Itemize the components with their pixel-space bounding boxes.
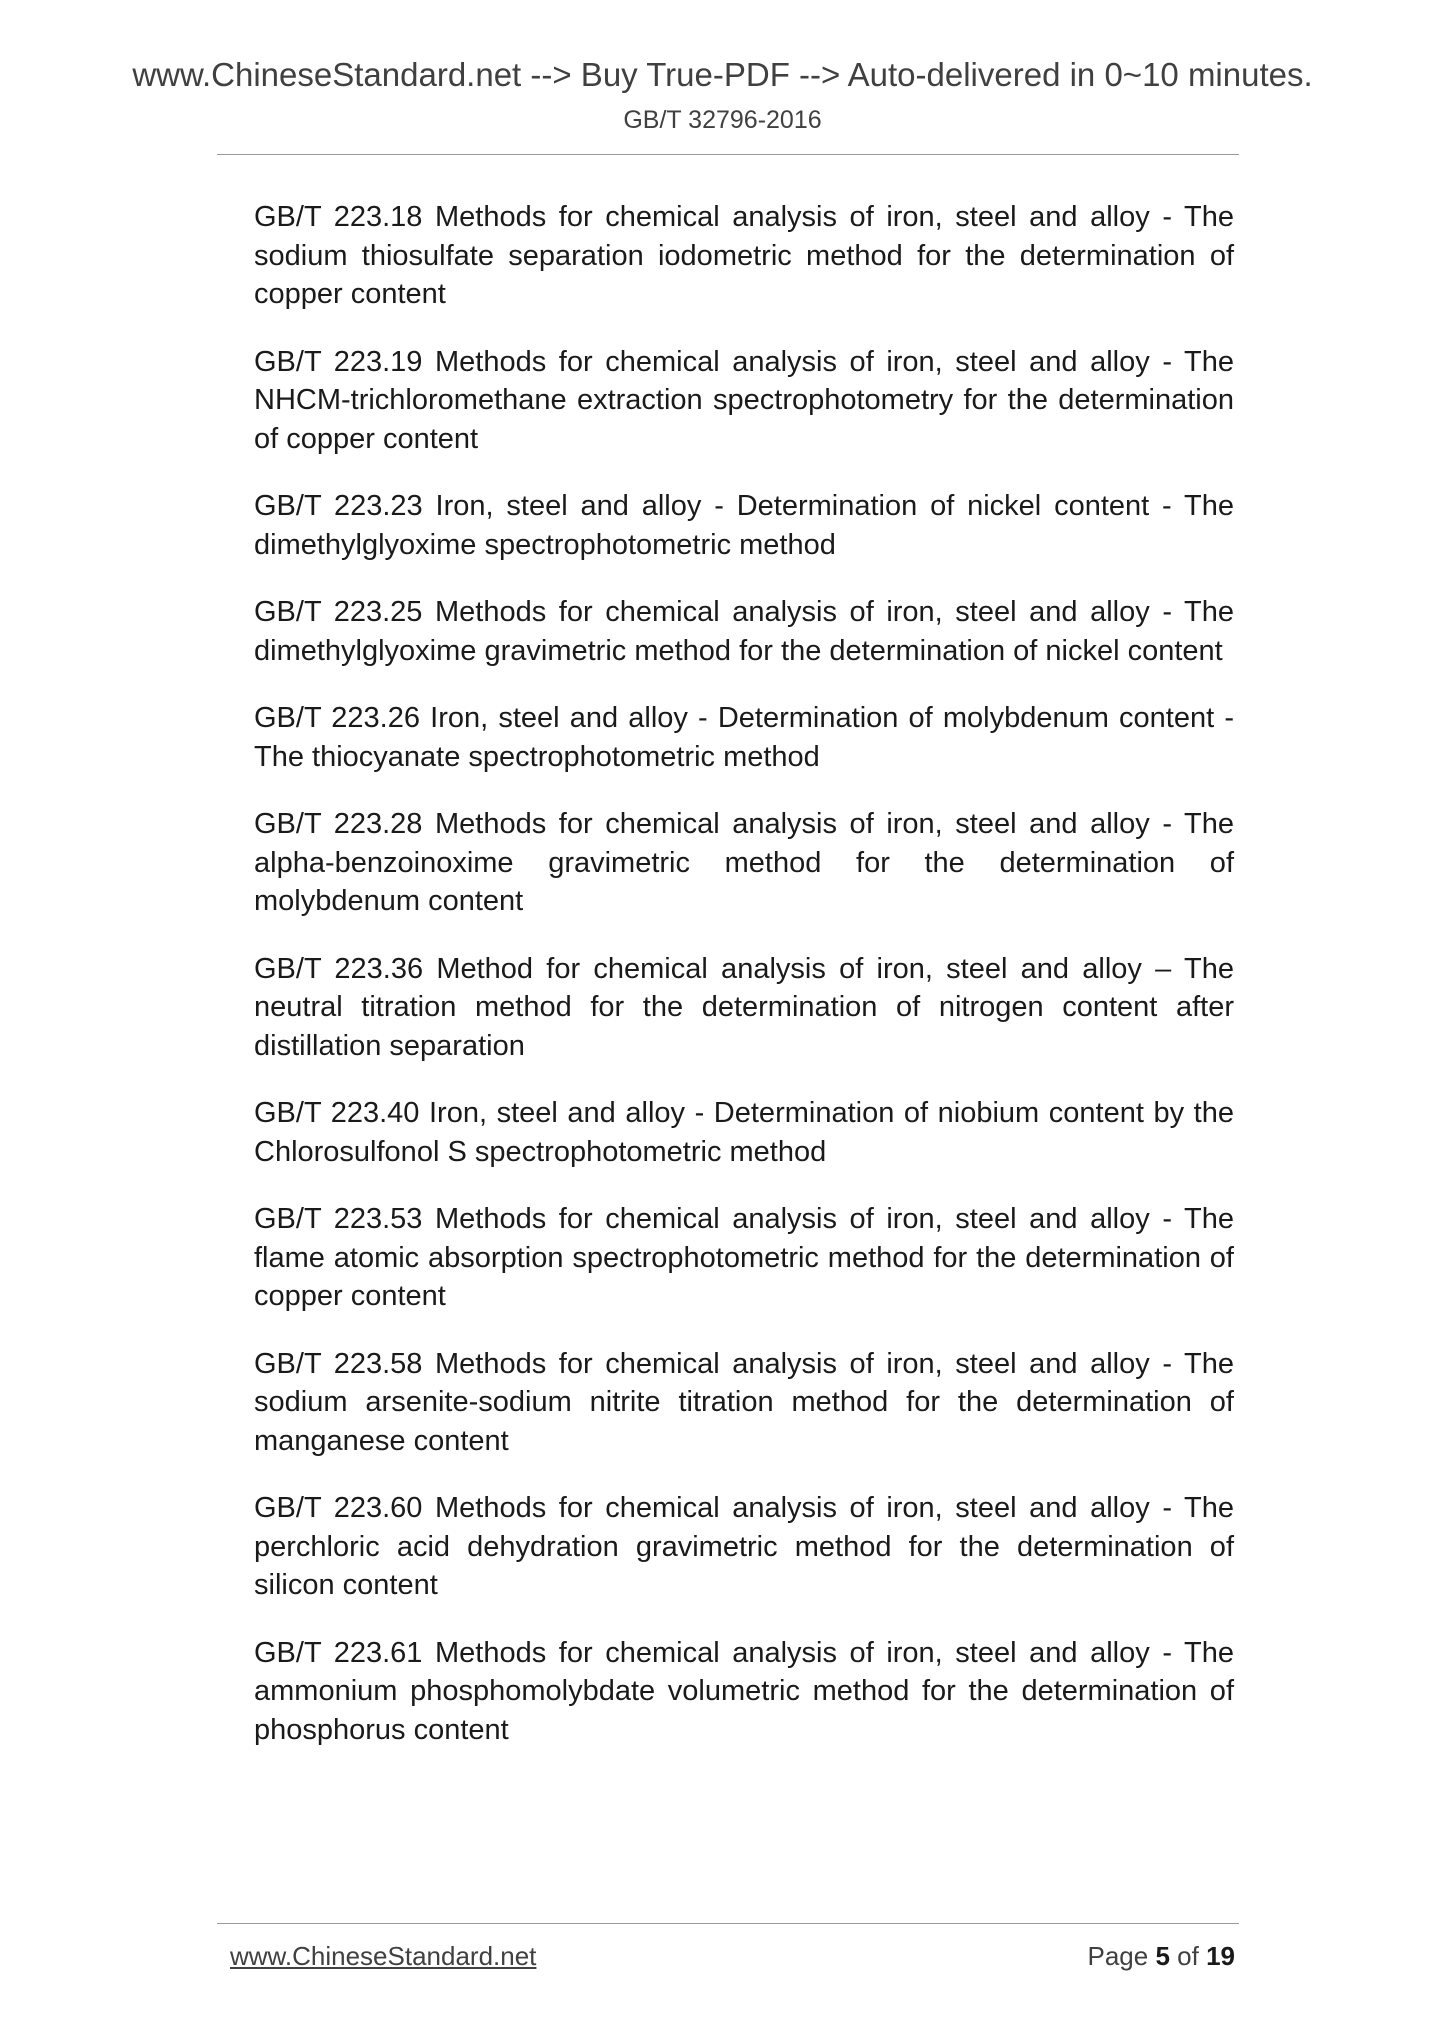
reference-item: GB/T 223.28 Methods for chemical analysis of iron, steel and alloy - The alpha-benzoinoxime gravimetric method for the determination of molybdenum content	[254, 808, 1234, 917]
page-current: 5	[1155, 1941, 1170, 1971]
footer-divider	[217, 1923, 1239, 1924]
reference-item: GB/T 223.53 Methods for chemical analysis of iron, steel and alloy - The flame atomic absorption spectrophotometric method for the determination of copper content	[254, 1203, 1234, 1312]
page-total: 19	[1206, 1941, 1235, 1971]
reference-item: GB/T 223.23 Iron, steel and alloy - Determination of nickel content - The dimethylglyoxime spectrophotometric method	[254, 490, 1234, 561]
reference-item: GB/T 223.40 Iron, steel and alloy - Determination of niobium content by the Chlorosulfonol S spectrophotometric method	[254, 1097, 1234, 1168]
page-prefix: Page	[1087, 1941, 1149, 1971]
document-code: GB/T 32796-2016	[623, 106, 822, 134]
reference-item: GB/T 223.61 Methods for chemical analysis of iron, steel and alloy - The ammonium phosphomolybdate volumetric method for the determination of phosphorus content	[254, 1636, 1234, 1746]
reference-item: GB/T 223.18 Methods for chemical analysis of iron, steel and alloy - The sodium thiosulfate separation iodometric method for the determination of copper content	[254, 201, 1234, 310]
header-banner: www.ChineseStandard.net --> Buy True-PDF --> Auto-delivered in 0~10 minutes.	[132, 56, 1313, 93]
reference-list	[254, 198, 1234, 1778]
page-number	[1087, 1941, 1235, 1972]
reference-item: GB/T 223.25 Methods for chemical analysis of iron, steel and alloy - The dimethylglyoxime gravimetric method for the determination of nickel content	[254, 596, 1234, 667]
reference-item: GB/T 223.26 Iron, steel and alloy - Determination of molybdenum content - The thiocyanate spectrophotometric method	[254, 702, 1234, 773]
reference-item: GB/T 223.58 Methods for chemical analysis of iron, steel and alloy - The sodium arsenite-sodium nitrite titration method for the determination of manganese content	[254, 1347, 1234, 1457]
reference-item: GB/T 223.36 Method for chemical analysis of iron, steel and alloy – The neutral titration method for the determination of nitrogen content after distillation separation	[254, 952, 1234, 1062]
footer-website-link[interactable]: www.ChineseStandard.net	[230, 1941, 537, 1971]
header-divider	[217, 154, 1239, 155]
reference-item: GB/T 223.60 Methods for chemical analysis of iron, steel and alloy - The perchloric acid dehydration gravimetric method for the determination of silicon content	[254, 1492, 1234, 1601]
page-of: of	[1177, 1941, 1199, 1971]
reference-item: GB/T 223.19 Methods for chemical analysis of iron, steel and alloy - The NHCM-trichloromethane extraction spectrophotometry for the determination of copper content	[254, 345, 1234, 455]
